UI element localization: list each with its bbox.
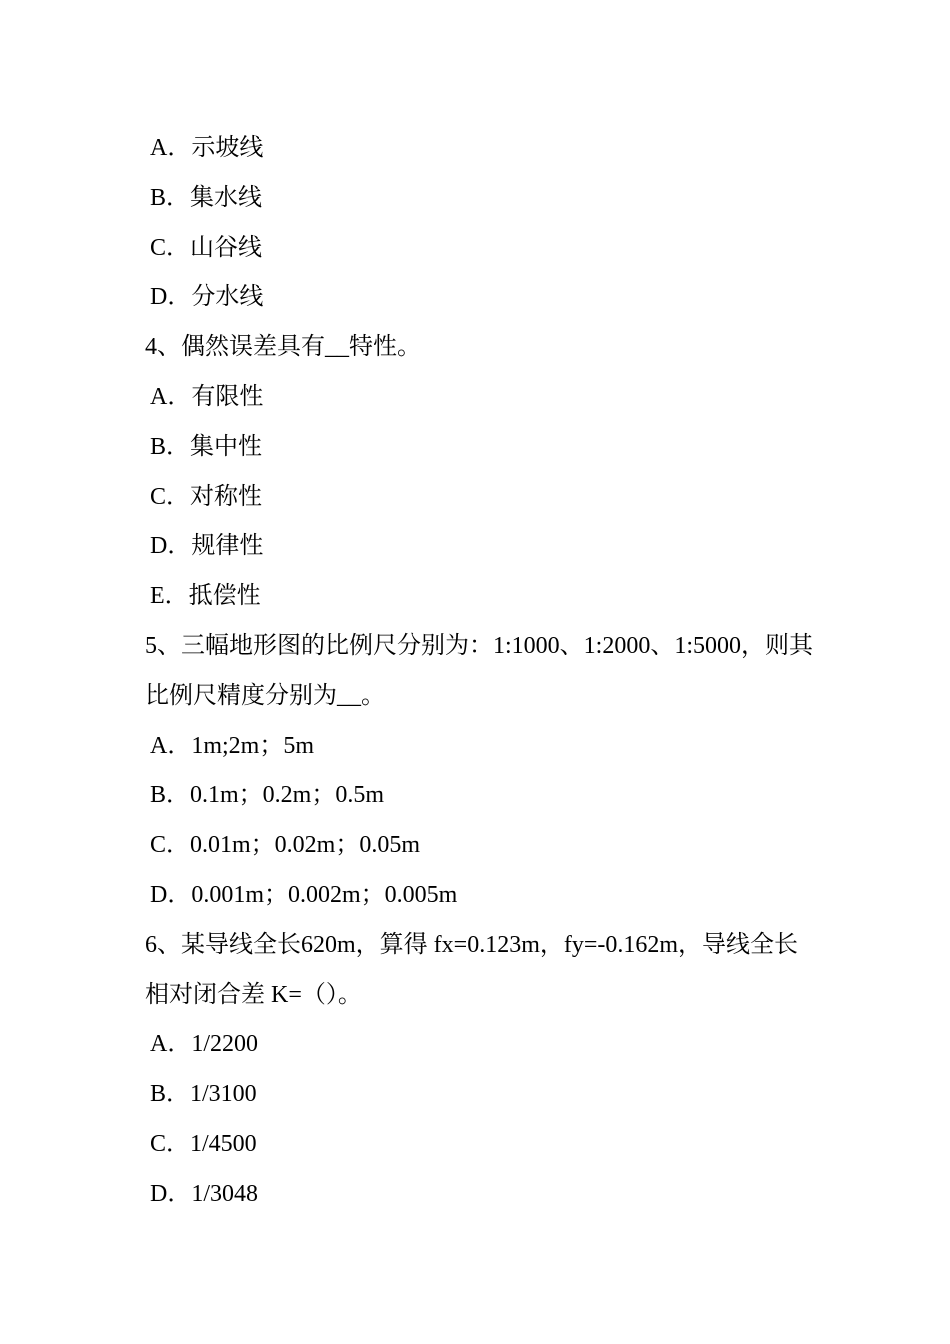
option-line: C．山谷线 — [150, 234, 263, 261]
question-line: 5、三幅地形图的比例尺分别为：1:1000、1:2000、1:5000，则其 — [145, 632, 814, 659]
option-line: C．1/4500 — [150, 1130, 257, 1157]
question-line: 4、偶然误差具有__特性。 — [145, 334, 421, 361]
option-line: A．1/2200 — [150, 1031, 258, 1058]
option-line: C．0.01m；0.02m；0.05m — [150, 832, 421, 859]
option-line: A．1m;2m；5m — [150, 732, 315, 759]
option-line: E．抵偿性 — [150, 583, 261, 610]
option-line: B．集水线 — [150, 184, 263, 211]
option-line: D．1/3048 — [150, 1180, 258, 1207]
option-line: B．1/3100 — [150, 1081, 257, 1108]
option-line: D．分水线 — [150, 284, 264, 311]
question-line: 比例尺精度分别为__。 — [145, 682, 385, 709]
option-line: B．集中性 — [150, 433, 263, 460]
document-body — [145, 124, 815, 1220]
option-line: D．规律性 — [150, 533, 264, 560]
question-line: 相对闭合差 K=（）。 — [145, 981, 362, 1008]
question-line: 6、某导线全长620m，算得 fx=0.123m，fy=-0.162m，导线全长 — [145, 931, 799, 958]
option-line: A．有限性 — [150, 383, 264, 410]
option-line: D．0.001m；0.002m；0.005m — [150, 881, 458, 908]
option-line: C．对称性 — [150, 483, 263, 510]
option-line: B．0.1m；0.2m；0.5m — [150, 782, 385, 809]
option-line: A．示坡线 — [150, 135, 264, 161]
